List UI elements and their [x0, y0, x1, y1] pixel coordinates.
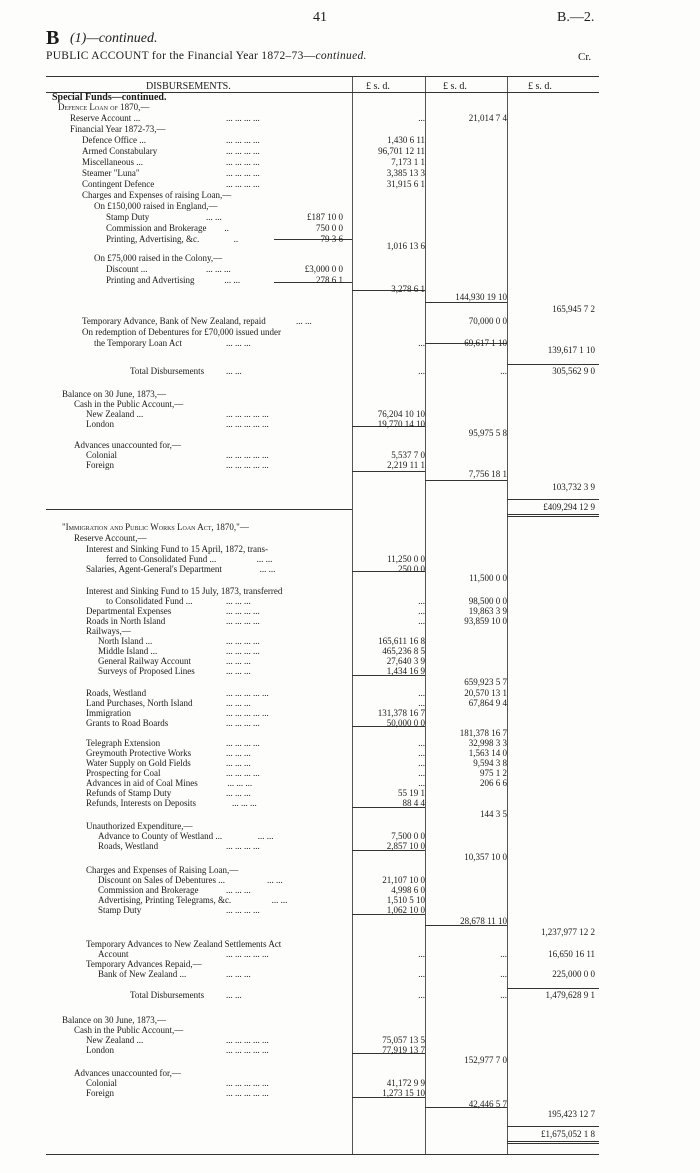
ledger-line [46, 809, 599, 820]
ledger-line [46, 1055, 599, 1066]
sum-rule [425, 480, 507, 481]
line-label: Reserve Account ... [70, 113, 141, 123]
amount-col1: 41,172 9 9 [386, 1078, 425, 1088]
amount-col2: 10,357 10 0 [464, 852, 507, 862]
ledger-line [46, 345, 599, 356]
leader-dots: ... ... [206, 212, 222, 222]
double-rule [507, 514, 599, 517]
sum-rule [507, 499, 599, 500]
line-label: Departmental Expenses [86, 606, 172, 616]
amount-col2: 206 6 6 [480, 778, 507, 788]
leader-dots: ... ... ... ... [226, 636, 260, 646]
line-label: Advertising, Printing Telegrams, &c. [98, 895, 232, 905]
line-label: Discount ... [106, 264, 148, 274]
amount-col1: ... [418, 969, 425, 979]
amount-col1: ... [418, 596, 425, 606]
amount-col2: 1,563 14 0 [468, 748, 507, 758]
amount-col1: 31,915 6 1 [386, 179, 425, 189]
amount-col1: 19,770 14 10 [377, 419, 425, 429]
amount-col3: £409,294 12 9 [543, 502, 595, 512]
ledger-line [46, 1129, 599, 1140]
leader-dots: ... ... ... ... ... [226, 949, 269, 959]
ledger-line [46, 905, 599, 916]
amount-col1: ... [418, 990, 425, 1000]
leader-dots: ... ... ... ... ... [226, 460, 269, 470]
line-label: Temporary Advance, Bank of New Zealand, repaid [82, 316, 266, 326]
leader-dots: ... ... ... ... [226, 157, 260, 167]
line-label: Special Funds—continued. [52, 92, 167, 103]
amount-col1: 77,919 13 7 [382, 1045, 425, 1055]
amount-col1: 1,430 6 11 [387, 135, 425, 145]
ledger-line [46, 327, 599, 338]
ledger-line [46, 916, 599, 927]
amount-col1: ... [418, 616, 425, 626]
leader-dots: ... ... [256, 554, 273, 564]
credit-side-label: Cr. [578, 51, 592, 63]
amount-col2: 9,594 3 8 [473, 758, 507, 768]
amount-col2: ... [500, 949, 507, 959]
ledger-line [46, 264, 599, 275]
leader-dots: ... ... ... [227, 778, 253, 788]
leader-dots: ... ... ... ... [226, 616, 260, 626]
leader-dots: ... ... ... ... [226, 135, 260, 145]
amount-col1: 1,062 10 0 [386, 905, 425, 915]
leader-dots: ... ... ... ... ... [226, 1035, 269, 1045]
amount-col2: 32,998 3 3 [468, 738, 507, 748]
ledger-line [46, 146, 599, 157]
leader-dots: ... ... [271, 895, 288, 905]
amount-col3: 195,423 12 7 [547, 1109, 595, 1119]
amount-col2: ... [500, 969, 507, 979]
amount-col1: 131,378 16 7 [377, 708, 425, 718]
ledger-line [46, 990, 599, 1001]
disbursements-table [46, 76, 599, 1155]
ledger-line [46, 223, 599, 234]
line-label: Printing, Advertising, &c. [106, 234, 200, 244]
line-label: Land Purchases, North Island [86, 698, 193, 708]
sum-rule [507, 1126, 599, 1127]
amount-col1: 1,273 15 10 [382, 1088, 425, 1098]
leader-dots: ... ... ... ... ... [226, 409, 269, 419]
amount-col3: 139,617 1 10 [547, 345, 595, 355]
amount-col1: 3,385 13 3 [386, 168, 425, 178]
leader-dots: ... ... ... ... ... [226, 419, 269, 429]
line-label: Prospecting for Coal [86, 768, 161, 778]
amount-col2: 42,446 5 7 [468, 1099, 507, 1109]
page-number: 41 [313, 10, 327, 25]
amount-col2: 98,500 0 0 [468, 596, 507, 606]
amount-col1: ... [418, 768, 425, 778]
leader-dots: ... ... ... [226, 885, 251, 895]
leader-dots: ... ... ... [226, 656, 251, 666]
amount-col1: 2,219 11 1 [387, 460, 425, 470]
line-label: Grants to Road Boards [86, 718, 169, 728]
line-label: Advances in aid of Coal Mines [86, 778, 198, 788]
amount-col1: 11,250 0 0 [387, 554, 425, 564]
amount-col1: 5,537 7 0 [391, 450, 425, 460]
ledger-line [46, 573, 599, 584]
line-label: Reserve Account,— [74, 533, 147, 543]
ledger-line [46, 316, 599, 327]
sum-rule [507, 364, 599, 365]
leader-dots: ... ... ... ... ... [226, 1078, 269, 1088]
ledger-line [46, 533, 599, 544]
line-label: Miscellaneous ... [82, 157, 143, 167]
amount-col2: 19,863 3 9 [468, 606, 507, 616]
line-label: ferred to Consolidated Fund ... [106, 554, 217, 564]
ledger-line [46, 969, 599, 980]
ledger-line [46, 253, 599, 264]
amount-col1: 88 4 4 [402, 798, 425, 808]
amount-col1: 7,173 1 1 [391, 157, 425, 167]
amount-col1: ... [418, 688, 425, 698]
ledger-line [46, 666, 599, 677]
amount-col2: 70,000 0 0 [468, 316, 507, 326]
line-label: Financial Year 1872-73,— [70, 124, 166, 134]
line-label: Printing and Advertising [106, 275, 195, 285]
ledger-line [46, 482, 599, 493]
leader-dots: ... ... ... ... ... [226, 1088, 269, 1098]
line-label: Middle Island ... [98, 646, 158, 656]
ledger-line [46, 292, 599, 303]
amount-col1: ... [418, 949, 425, 959]
line-label: On £150,000 raised in England,— [94, 201, 218, 211]
section-continued: (1)—continued. [70, 31, 158, 46]
amount-col2: 144 3 5 [480, 809, 507, 819]
line-label: the Temporary Loan Act [94, 338, 182, 348]
leader-dots: ... ... ... ... ... [226, 450, 269, 460]
amount-col1: 465,236 8 5 [382, 646, 425, 656]
leader-dots: ... ... ... ... [226, 768, 260, 778]
ledger-line [46, 135, 599, 146]
leader-dots: .. [233, 234, 239, 244]
leader-dots: ... ... ... ... [226, 113, 260, 123]
ledger-line [46, 157, 599, 168]
amount-col3: £1,675,052 1 8 [541, 1129, 595, 1139]
ledger-line [46, 201, 599, 212]
line-label: Balance on 30 June, 1873,— [62, 1015, 166, 1025]
line-label: Interest and Sinking Fund to 15 April, 1872, trans- [86, 544, 268, 554]
amount-col3: 1,237,977 12 2 [541, 927, 595, 937]
double-rule [507, 1141, 599, 1144]
ledger-line [46, 798, 599, 809]
line-label: Roads, Westland [98, 841, 159, 851]
line-label: General Railway Account [98, 656, 191, 666]
leader-dots: ... ... [226, 366, 242, 376]
amount-col1: 1,510 5 10 [386, 895, 425, 905]
line-label: Charges and Expenses of Raising Loan,— [86, 865, 239, 875]
ledger-line [46, 102, 599, 113]
amount-col2: 181,378 16 7 [459, 728, 507, 738]
ledger-line [46, 304, 599, 315]
leader-dots: ... ... ... ... [226, 738, 260, 748]
leader-dots: ... ... [224, 275, 241, 285]
amount-col3: 103,732 3 9 [552, 482, 595, 492]
leader-dots: ... ... ... [226, 666, 251, 676]
amount-col1: 3,278 6 1 [391, 284, 425, 294]
amount-col2: 21,014 7 4 [468, 113, 507, 123]
amount-col2: 152,977 7 0 [464, 1055, 507, 1065]
leader-dots: ... ... ... [226, 969, 251, 979]
amount-col1: 96,701 12 11 [378, 146, 425, 156]
leader-dots: ... ... [267, 875, 283, 885]
leader-dots: ... ... ... ... [226, 168, 260, 178]
line-label: Greymouth Protective Works [86, 748, 192, 758]
document-reference: B.—2. [557, 10, 595, 25]
amount-col2: 93,859 10 0 [464, 616, 507, 626]
line-label: Foreign [86, 460, 114, 470]
account-title-continued: continued. [315, 50, 367, 62]
line-label: Advances unaccounted for,— [74, 1068, 181, 1078]
leader-dots: ... ... ... ... ... [226, 688, 269, 698]
section-letter: B [46, 27, 60, 49]
inner-amount: 79 3 6 [320, 234, 343, 244]
ledger-line [46, 428, 599, 439]
account-title-text: PUBLIC ACCOUNT for the Financial Year 1872–73— [46, 50, 316, 62]
ledger-line [46, 241, 599, 252]
amount-col1: ... [418, 606, 425, 616]
account-title [46, 50, 367, 62]
leader-dots: ... ... ... ... [226, 179, 260, 189]
line-label: North Island ... [98, 636, 153, 646]
line-label: Stamp Duty [106, 212, 150, 222]
amount-col1: ... [418, 778, 425, 788]
line-label: Total Disbursements [130, 366, 205, 376]
amount-col2: 7,756 18 1 [468, 469, 507, 479]
ledger-line [46, 1088, 599, 1099]
amount-col2: 67,864 9 4 [468, 698, 507, 708]
ledger-line [46, 841, 599, 852]
ledger-line [46, 168, 599, 179]
leader-dots: ... ... [259, 564, 276, 574]
amount-col1: ... [418, 366, 425, 376]
line-label: Steamer "Luna" [82, 168, 140, 178]
leader-dots: ... ... ... ... [226, 718, 260, 728]
column-header-c1: £ s. d. [366, 81, 390, 92]
amount-col1: 1,434 16 9 [386, 666, 425, 676]
ledger-line [46, 179, 599, 190]
sum-rule [507, 988, 599, 989]
amount-col1: ... [418, 758, 425, 768]
line-label: Refunds of Stamp Duty [86, 788, 172, 798]
leader-dots: ... ... ... [226, 788, 251, 798]
amount-col3: 305,562 9 0 [552, 366, 595, 376]
line-label: Armed Constabulary [82, 146, 158, 156]
amount-col1: ... [418, 738, 425, 748]
line-label: New Zealand ... [86, 1035, 144, 1045]
line-label: London [86, 1045, 114, 1055]
leader-dots: ... ... [226, 990, 242, 1000]
line-label: Foreign [86, 1088, 114, 1098]
amount-col1: 55 19 1 [398, 788, 425, 798]
line-label: New Zealand ... [86, 409, 144, 419]
amount-col1: 165,611 16 8 [378, 636, 425, 646]
line-label: Railways,— [86, 626, 131, 636]
amount-col1: 27,640 3 9 [386, 656, 425, 666]
inner-amount: £3,000 0 0 [304, 264, 343, 274]
line-label: Charges and Expenses of raising Loan,— [82, 190, 232, 200]
column-header-disbursements: DISBURSEMENTS. [146, 81, 231, 92]
ledger-line [46, 927, 599, 938]
amount-col2: 95,975 5 8 [468, 428, 507, 438]
amount-col1: ... [418, 698, 425, 708]
amount-col1: 50,000 0 0 [386, 718, 425, 728]
amount-col1: ... [418, 113, 425, 123]
amount-col2: 975 1 2 [480, 768, 507, 778]
leader-dots: ... ... ... ... [226, 606, 260, 616]
line-label: Cash in the Public Account,— [74, 399, 184, 409]
amount-col1: 2,857 10 0 [386, 841, 425, 851]
line-label: Colonial [86, 1078, 117, 1088]
line-label: Colonial [86, 450, 117, 460]
leader-dots: ... ... [257, 831, 274, 841]
column-header-c3: £ s. d. [528, 81, 552, 92]
amount-col1: 1,016 13 6 [386, 241, 425, 251]
line-label: Bank of New Zealand ... [98, 969, 187, 979]
amount-col1: 75,057 13 5 [382, 1035, 425, 1045]
leader-dots: ... ... [296, 316, 312, 326]
leader-dots: .. [224, 223, 229, 233]
ledger-line [46, 124, 599, 135]
leader-dots: ... ... ... [226, 698, 251, 708]
ledger-line [46, 113, 599, 124]
inner-amount: 750 0 0 [316, 223, 343, 233]
inner-amount: 278 6 1 [316, 275, 343, 285]
line-label: Temporary Advances to New Zealand Settlements Act [86, 939, 282, 949]
ledger-line [46, 677, 599, 688]
line-label: Commission and Brokerage [98, 885, 199, 895]
line-label: Temporary Advances Repaid,— [86, 959, 202, 969]
line-label: Surveys of Proposed Lines [98, 666, 195, 676]
line-label: "Immigration and Public Works Loan Act, 1870,"— [62, 522, 249, 532]
amount-col3: 225,000 0 0 [552, 969, 595, 979]
amount-col1: 21,107 10 0 [382, 875, 425, 885]
line-label: Defence Office ... [82, 135, 147, 145]
line-label: Refunds, Interests on Deposits [86, 798, 196, 808]
line-label: Contingent Defence [82, 179, 155, 189]
amount-col3: 165,945 7 2 [552, 304, 595, 314]
line-label: Cash in the Public Account,— [74, 1025, 184, 1035]
line-label: to Consolidated Fund ... [106, 596, 193, 606]
amount-col1: 76,204 10 10 [377, 409, 425, 419]
ledger-line [46, 502, 599, 513]
leader-dots: ... ... ... [232, 798, 257, 808]
amount-col2: 659,923 5 7 [464, 677, 507, 687]
amount-col2: 144,930 19 10 [455, 292, 507, 302]
line-label: On £75,000 raised in the Colony,— [94, 253, 223, 263]
line-label: London [86, 419, 114, 429]
amount-col2: ... [500, 366, 507, 376]
amount-col1: 7,500 0 0 [391, 831, 425, 841]
line-label: Interest and Sinking Fund to 15 July, 1873, transferred [86, 586, 283, 596]
amount-col1: ... [418, 748, 425, 758]
line-label: Water Supply on Gold Fields [86, 758, 191, 768]
line-label: Unauthorized Expenditure,— [86, 821, 193, 831]
amount-col2: 69,617 1 10 [464, 338, 507, 348]
leader-dots: ... ... ... ... [226, 905, 260, 915]
line-label: Total Disbursements [130, 990, 205, 1000]
ledger-line [46, 366, 599, 377]
leader-dots: ... ... ... [226, 596, 251, 606]
leader-dots: ... ... ... ... ... [226, 708, 269, 718]
column-header-c2: £ s. d. [443, 81, 467, 92]
line-label: Advances unaccounted for,— [74, 440, 181, 450]
amount-col2: ... [500, 990, 507, 1000]
line-label: Stamp Duty [98, 905, 142, 915]
ledger-line [46, 212, 599, 223]
amount-col1: 250 0 0 [398, 564, 425, 574]
ledger-line [46, 190, 599, 201]
amount-col2: 20,570 13 1 [464, 688, 507, 698]
amount-col2: 28,678 11 10 [460, 916, 507, 926]
line-label: Salaries, Agent-General's Department [86, 564, 222, 574]
leader-dots: ... ... ... ... [226, 841, 260, 851]
ledger-line [46, 522, 599, 533]
leader-dots: ... ... ... ... ... [226, 1045, 269, 1055]
leader-dots: ... ... ... ... [226, 146, 260, 156]
inner-amount: £187 10 0 [307, 212, 343, 222]
line-label: Advance to County of Westland ... [98, 831, 223, 841]
amount-col1: 4,998 6 0 [391, 885, 425, 895]
amount-col1: ... [418, 338, 425, 348]
line-label: Immigration [86, 708, 131, 718]
line-label: Roads, Westland [86, 688, 147, 698]
amount-col2: 11,500 0 0 [469, 573, 507, 583]
line-label: On redemption of Debentures for £70,000 issued under [82, 327, 281, 337]
line-label: Telegraph Extension [86, 738, 161, 748]
ledger-line [46, 1109, 599, 1120]
line-label: Commission and Brokerage [106, 223, 207, 233]
leader-dots: ... ... ... [226, 748, 251, 758]
line-label: Defence Loan of 1870,— [58, 102, 150, 112]
amount-col3: 1,479,628 9 1 [545, 990, 595, 1000]
line-label: Balance on 30 June, 1873,— [62, 389, 166, 399]
ledger-line [46, 852, 599, 863]
line-label: Roads in North Island [86, 616, 166, 626]
leader-dots: ... ... ... [226, 338, 251, 348]
leader-dots: ... ... ... [226, 758, 251, 768]
line-label: Discount on Sales of Debentures ... [98, 875, 225, 885]
line-label: Account [98, 949, 129, 959]
amount-col3: 16,650 16 11 [548, 949, 595, 959]
leader-dots: ... ... ... ... [226, 646, 260, 656]
leader-dots: ... ... ... [206, 264, 231, 274]
ledger-line [46, 469, 599, 480]
